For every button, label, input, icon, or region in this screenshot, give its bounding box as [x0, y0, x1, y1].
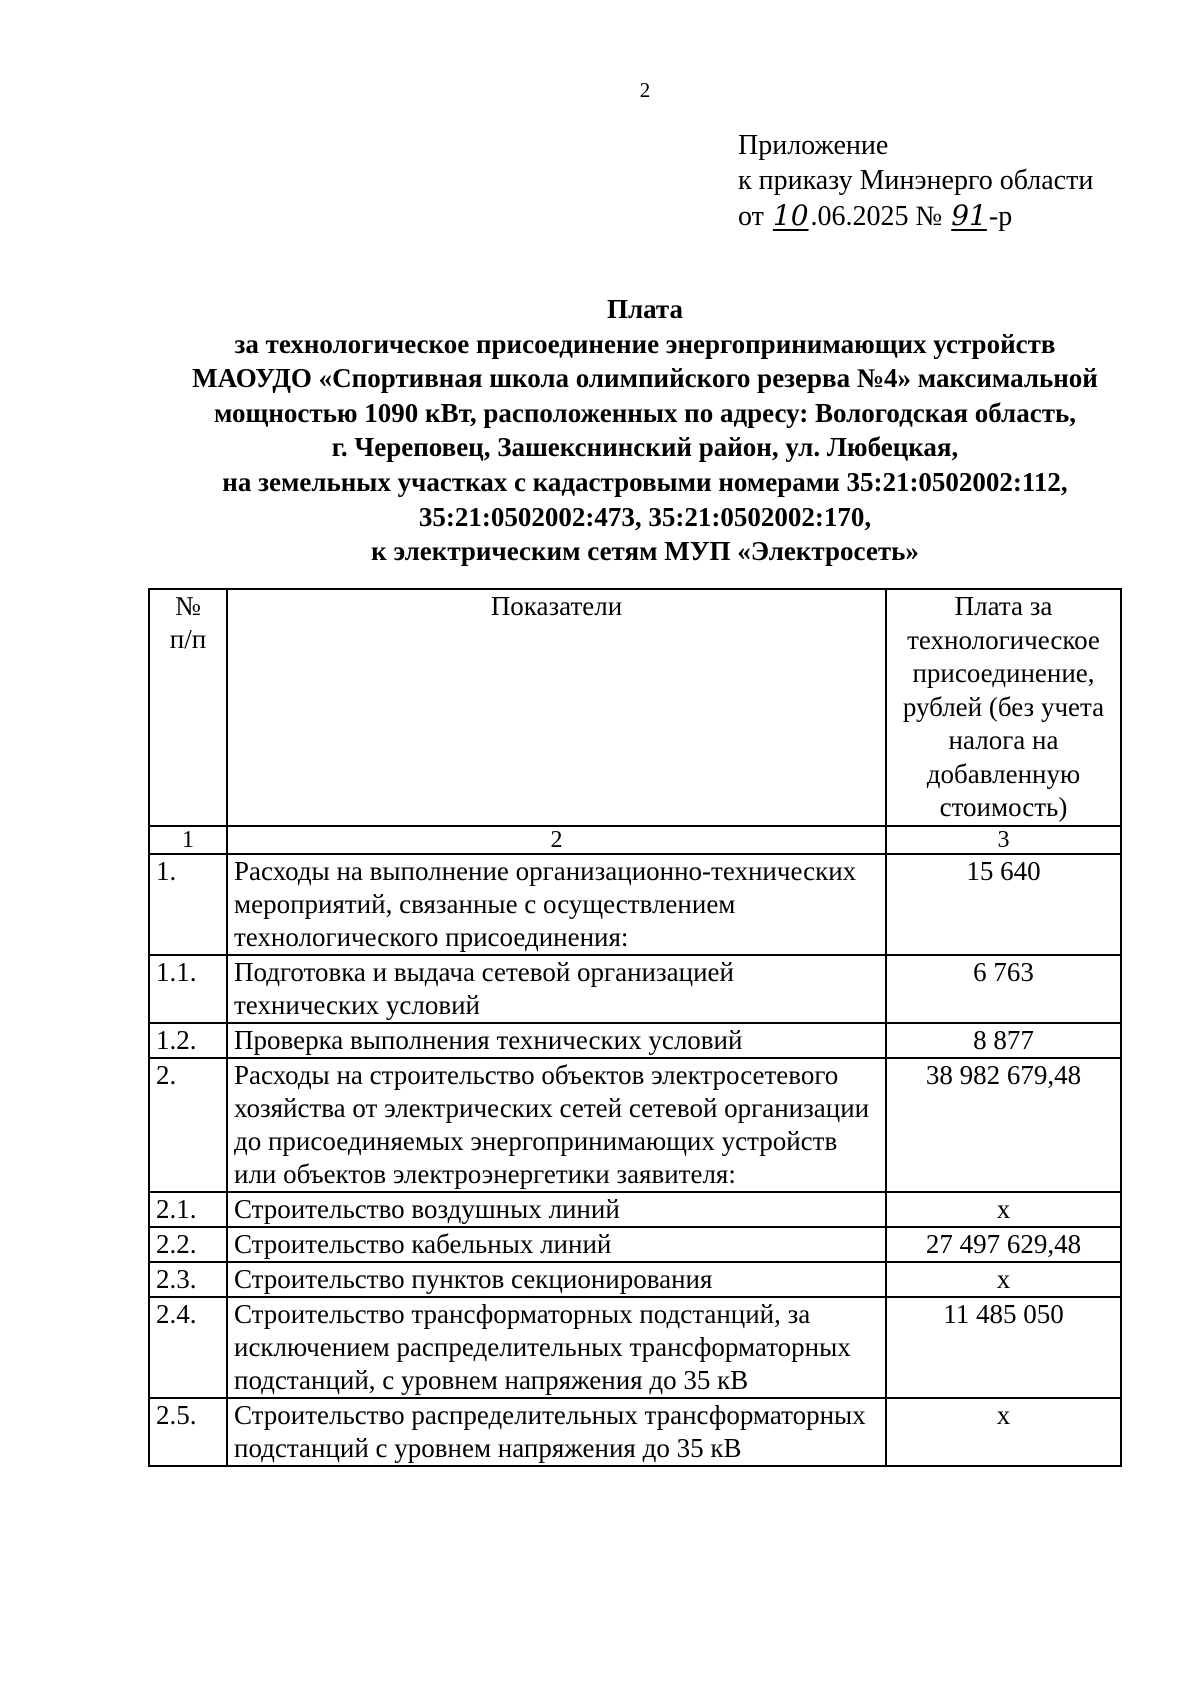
row-text: Строительство воздушных линий — [227, 1192, 886, 1227]
header-indicators: Показатели — [227, 589, 886, 826]
header-number — [149, 589, 227, 826]
table-row — [149, 1023, 1121, 1058]
handwritten-day: 10 — [772, 199, 809, 232]
column-number: 2 — [227, 826, 886, 854]
title-line: за технологическое присоединение энергопринимающих устройств — [234, 328, 1056, 359]
row-number: 1.2. — [149, 1023, 227, 1058]
table-row — [149, 1058, 1121, 1192]
title-line: г. Череповец, Зашекснинский район, ул. Любецкая, — [331, 432, 959, 463]
row-number: 1. — [149, 854, 227, 955]
table-row — [149, 955, 1121, 1023]
row-text: Подготовка и выдача сетевой организацией технических условий — [227, 955, 886, 1023]
row-value: 6 763 — [886, 955, 1121, 1023]
appendix-date-line — [738, 198, 1093, 234]
row-value: х — [886, 1262, 1121, 1297]
title-line: мощностью 1090 кВт, расположенных по адресу: Вологодская область, — [214, 397, 1076, 428]
row-text: Расходы на строительство объектов электросетевого хозяйства от электрических сетей сетевой организации до присоединяемых энергопринимающих устройств или объектов электроэнергетики заявителя: — [227, 1058, 886, 1192]
table-row — [149, 1297, 1121, 1398]
row-number: 2.5. — [149, 1398, 227, 1466]
table-row — [149, 1398, 1121, 1466]
row-text: Строительство распределительных трансформаторных подстанций с уровнем напряжения до 35 кВ — [227, 1398, 886, 1466]
row-text: Строительство пунктов секционирования — [227, 1262, 886, 1297]
appendix-block — [738, 128, 1093, 234]
row-number: 2. — [149, 1058, 227, 1192]
row-value: 11 485 050 — [886, 1297, 1121, 1398]
title-line: 35:21:0502002:473, 35:21:0502002:170, — [418, 501, 872, 532]
fee-table — [148, 588, 1122, 1467]
title-line: Плата — [606, 294, 684, 324]
table-row — [149, 1192, 1121, 1227]
header-number-pp: п/п — [169, 624, 207, 654]
row-number: 2.2. — [149, 1227, 227, 1262]
row-value: 38 982 679,48 — [886, 1058, 1121, 1192]
header-number-sign: № — [175, 591, 201, 621]
table-header-row — [149, 589, 1121, 826]
row-number: 2.4. — [149, 1297, 227, 1398]
row-text: Расходы на выполнение организационно-технических мероприятий, связанные с осуществлением технологического присоединения: — [227, 854, 886, 955]
appendix-order-ref: к приказу Минэнерго области — [738, 165, 1094, 196]
table-row — [149, 1227, 1121, 1262]
date-rest: .06.2025 № — [810, 201, 943, 232]
order-suffix: -р — [988, 201, 1013, 232]
handwritten-order-number: 91 — [951, 199, 987, 232]
title-line: МАОУДО «Спортивная школа олимпийского резерва №4» максимальной — [192, 363, 1098, 394]
column-numbers-row — [149, 826, 1121, 854]
row-number: 1.1. — [149, 955, 227, 1023]
title-line: на земельных участках с кадастровыми номерами 35:21:0502002:112, — [222, 466, 1068, 497]
appendix-title: Приложение — [738, 130, 889, 161]
column-number: 1 — [149, 826, 227, 854]
column-number: 3 — [886, 826, 1121, 854]
row-value: 8 877 — [886, 1023, 1121, 1058]
row-value: 27 497 629,48 — [886, 1227, 1121, 1262]
document-title — [140, 292, 1150, 569]
page-number: 2 — [639, 78, 651, 102]
row-text: Строительство кабельных линий — [227, 1227, 886, 1262]
row-value: 15 640 — [886, 854, 1121, 955]
row-value: х — [886, 1398, 1121, 1466]
table-row — [149, 1262, 1121, 1297]
header-fee: Плата за технологическое присоединение, рублей (без учета налога на добавленную стоимость) — [886, 589, 1121, 826]
table-row — [149, 854, 1121, 955]
row-text: Проверка выполнения технических условий — [227, 1023, 886, 1058]
row-text: Строительство трансформаторных подстанций, за исключением распределительных трансформаторных подстанций, с уровнем напряжения до 35 кВ — [227, 1297, 886, 1398]
row-value: х — [886, 1192, 1121, 1227]
row-number: 2.1. — [149, 1192, 227, 1227]
title-line: к электрическим сетям МУП «Электросеть» — [371, 536, 919, 567]
row-number: 2.3. — [149, 1262, 227, 1297]
date-prefix: от — [738, 201, 764, 232]
